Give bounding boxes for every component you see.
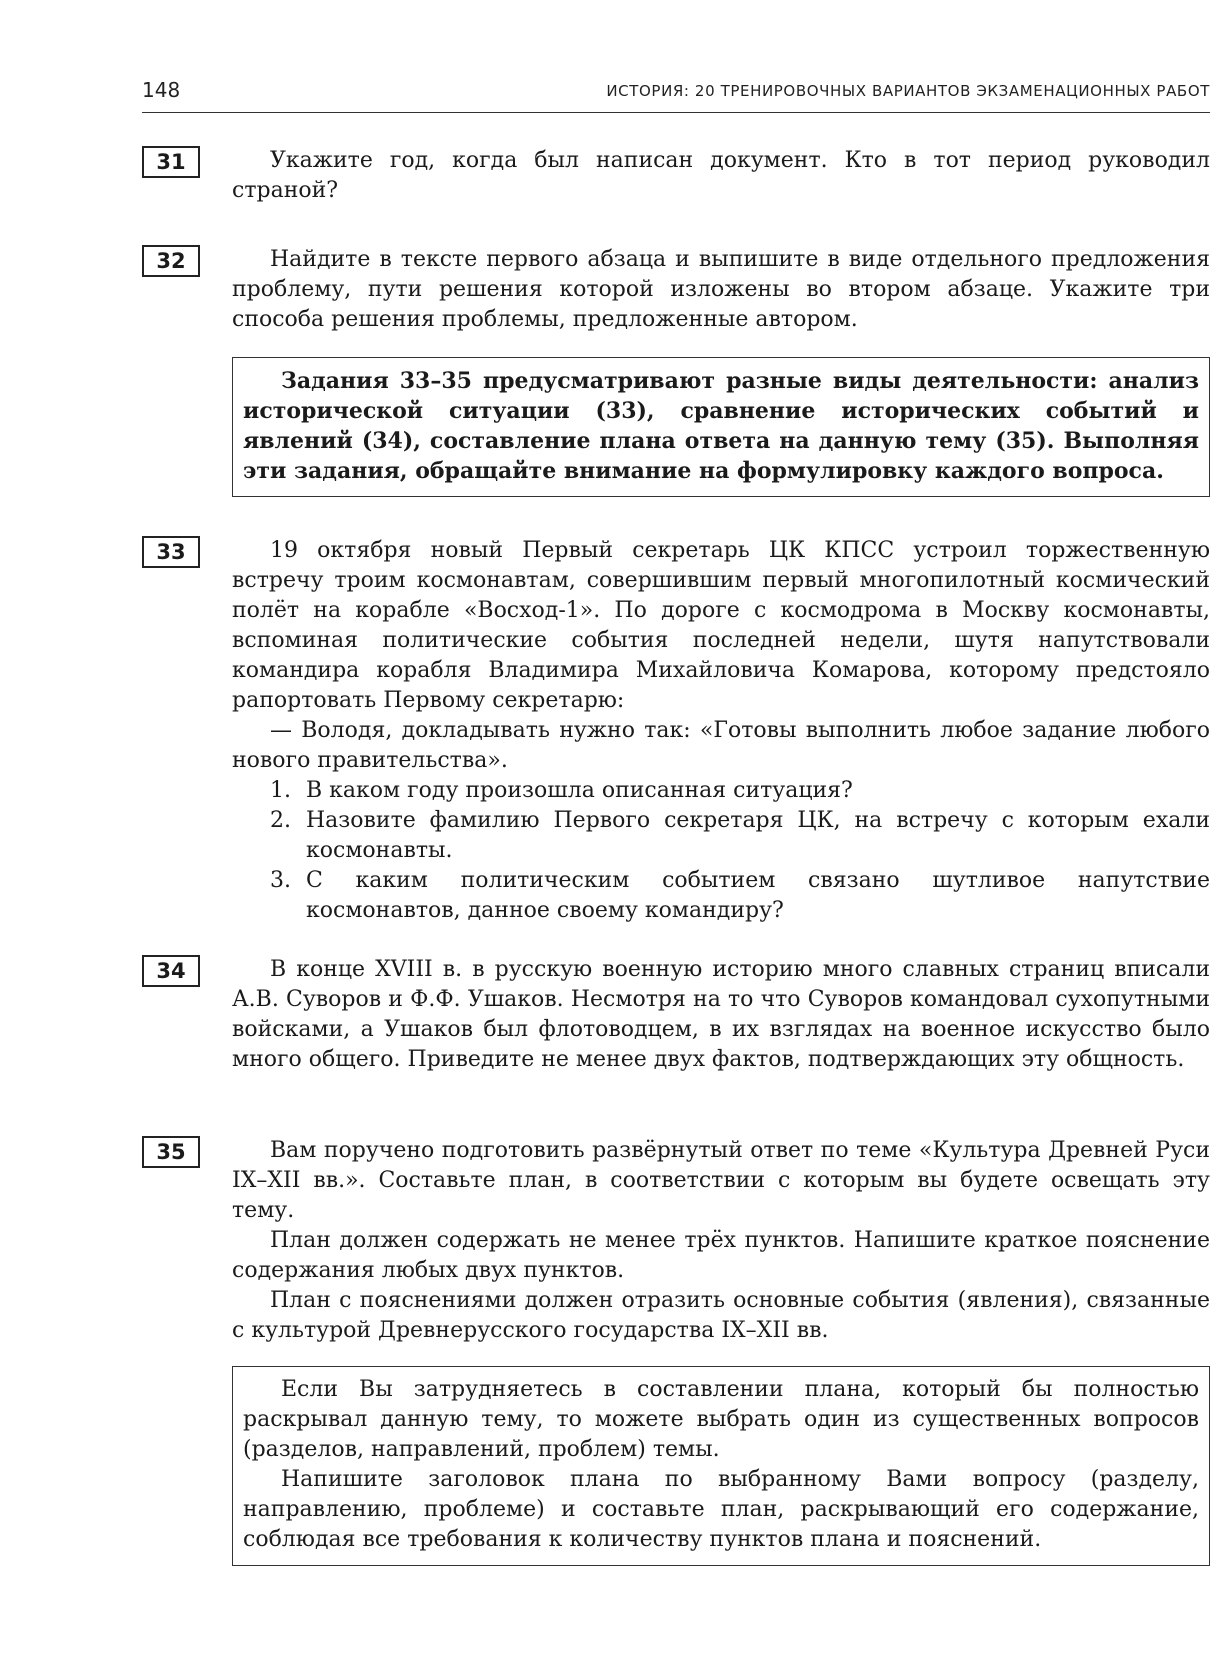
question-text: С каким политическим событием связано шутливое напутствие космонавтов, данное своему командиру? <box>306 868 1210 923</box>
task-35 <box>142 1136 1210 1346</box>
task-35-p1: Вам поручено подготовить развёрнутый ответ по теме «Культура Древней Руси IX–XII вв.». Составьте план, в соответствии с которым вы будете освещать эту тему. <box>232 1138 1210 1223</box>
question-number: 2. <box>270 808 291 833</box>
task-34 <box>142 955 1210 1075</box>
notice-2-p1: Если Вы затрудняетесь в составлении плана, который бы полностью раскрывал данную тему, то можете выбрать один из существенных вопросов (разделов, направлений, проблем) темы. <box>243 1377 1199 1462</box>
task-number-32: 32 <box>142 245 200 277</box>
task-31 <box>142 146 1210 206</box>
list-item <box>232 806 1210 866</box>
question-number: 1. <box>270 778 291 803</box>
task-33-intro: 19 октября новый Первый секретарь ЦК КПСС устроил торжественную встречу троим космонавтам, совершившим первый многопилотный космический полёт на корабле «Восход-1». По дороге с космодрома в Москву космонавты, вспоминая политические события последней недели, шутя напутствовали командира корабля Владимира Михайловича Комарова, которому предстояло рапортовать Первому секретарю: <box>232 538 1210 713</box>
task-number-34: 34 <box>142 955 200 987</box>
question-text: В каком году произошла описанная ситуация? <box>306 778 853 803</box>
task-32 <box>142 245 1210 335</box>
task-number-35: 35 <box>142 1136 200 1168</box>
question-number: 3. <box>270 868 291 893</box>
task-35-p2: План должен содержать не менее трёх пунктов. Напишите краткое пояснение содержания любых двух пунктов. <box>232 1228 1210 1283</box>
page-header <box>142 78 1210 113</box>
task-35-body <box>232 1136 1210 1346</box>
notice-box-tasks-33-35 <box>232 357 1210 497</box>
task-33 <box>142 536 1210 926</box>
list-item <box>232 776 1210 806</box>
notice-2-p2: Напишите заголовок плана по выбранному Вами вопросу (разделу, направлению, проблеме) и составьте план, раскрывающий его содержание, соблюдая все требования к количеству пунктов плана и пояснений. <box>243 1467 1199 1552</box>
list-item <box>232 866 1210 926</box>
task-34-text: В конце XVIII в. в русскую военную историю много славных страниц вписали А.В. Суворов и Ф.Ф. Ушаков. Несмотря на то что Суворов командовал сухопутными войсками, а Ушаков был флотоводцем, в их взглядах на военное искусство было много общего. Приведите не менее двух фактов, подтверждающих эту общность. <box>232 957 1210 1072</box>
task-32-text: Найдите в тексте первого абзаца и выпишите в виде отдельного предложения проблему, пути решения которой изложены во втором абзаце. Укажите три способа решения проблемы, предложенные автором. <box>232 247 1210 332</box>
task-34-body <box>232 955 1210 1075</box>
task-33-questions <box>232 776 1210 926</box>
task-31-text: Укажите год, когда был написан документ. Кто в тот период руководил страной? <box>232 148 1210 203</box>
task-31-body <box>232 146 1210 206</box>
task-33-body <box>232 536 1210 926</box>
task-32-body <box>232 245 1210 335</box>
task-number-31: 31 <box>142 146 200 178</box>
task-number-33: 33 <box>142 536 200 568</box>
task-35-p3: План с пояснениями должен отразить основные события (явления), связанные с культурой Древнерусского государства IX–XII вв. <box>232 1288 1210 1343</box>
running-title: ИСТОРИЯ: 20 ТРЕНИРОВОЧНЫХ ВАРИАНТОВ ЭКЗАМЕНАЦИОННЫХ РАБОТ <box>606 82 1210 100</box>
question-text: Назовите фамилию Первого секретаря ЦК, на встречу с которым ехали космонавты. <box>306 808 1210 863</box>
notice-1-text: Задания 33–35 предусматривают разные виды деятельности: анализ исторической ситуации (33), сравнение исторических событий и явлений (34), составление плана ответа на данную тему (35). Выполняя эти задания, обращайте внимание на формулировку каждого вопроса. <box>243 368 1199 484</box>
task-33-quote: — Володя, докладывать нужно так: «Готовы выполнить любое задание любого нового правительства». <box>232 718 1210 773</box>
page-number: 148 <box>142 78 181 102</box>
notice-box-plan-hint <box>232 1366 1210 1566</box>
